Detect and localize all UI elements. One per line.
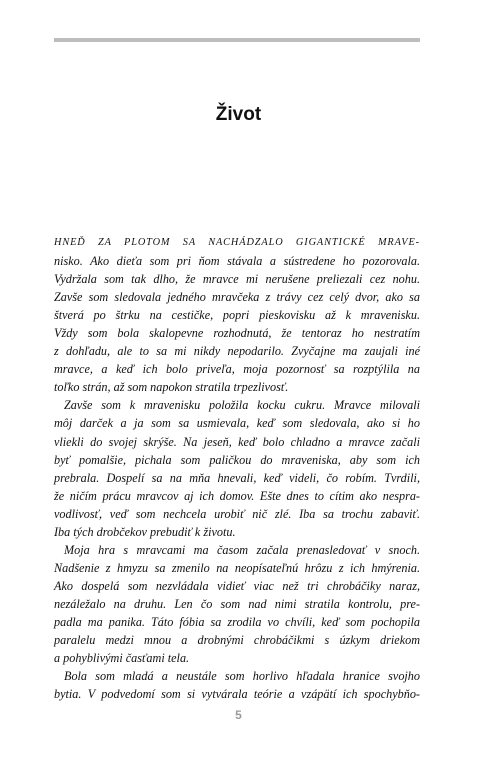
text-line: HNEĎ ZA PLOTOM SA NACHÁDZALO GIGANTICKÉ MRAVE- [54, 237, 420, 248]
text-line: nisko. Ako dieťa som pri ňom stávala a sústredene ho pozorovala. [54, 254, 420, 269]
text-line: Nadšenie z hmyzu sa zmenilo na neopísateľnú hrôzu z ich hmýrenia. [54, 560, 420, 575]
header-rule [54, 38, 420, 42]
text-line: nezáležalo na druhu. Len čo som nad nimi stratila kontrolu, pre- [54, 596, 420, 611]
text-line: toľko strán, až som napokon stratila trpezlivosť. [54, 380, 289, 395]
text-line: prebrala. Dospelí sa na mňa hnevali, keď videli, čo robím. Tvrdili, [54, 470, 420, 485]
text-line: paralelu medzi mnou a drobnými chrobáčikmi s úzkym driekom [54, 633, 420, 648]
text-line: vliekli do svojej skrýše. Na jeseň, keď bolo chladno a mravce začali [54, 434, 420, 449]
text-line: Moja hra s mravcami ma časom začala prenasledovať v snoch. [64, 542, 420, 557]
text-line: Iba tých drobčekov prebudiť k životu. [54, 524, 236, 539]
page-number: 5 [235, 708, 242, 722]
text-line: z dohľadu, ale to sa mi nikdy nepodarilo. Zvyčajne ma zaujali iné [54, 344, 420, 359]
text-line: Vydržala som tak dlho, že mravce mi nerušene preliezali cez nohu. [54, 272, 420, 287]
text-line: Vždy som bola skalopevne rozhodnutá, že tentoraz ho nestratím [54, 326, 420, 341]
text-line: že ničím prácu mravcov aj ich domov. Ešte dnes to cítim ako nespra- [54, 488, 420, 503]
text-line: byť pomalšie, pichala som paličkou do mraveniska, aby som ich [54, 452, 420, 467]
text-line: vodlivosť, veď som nechcela urobiť nič zlé. Iba sa trochu zabaviť. [54, 506, 420, 521]
chapter-title: Život [215, 104, 262, 125]
text-line: Zavše som sledovala jedného mravčeka z trávy cez celý dvor, ako sa [54, 290, 420, 305]
text-line: Bola som mladá a neustále som horlivo hľadala hranice svojho [64, 669, 420, 684]
text-line: mravce, a keď ich bolo priveľa, moja pozornosť sa rozptýlila na [54, 362, 420, 377]
text-line: môj darček a ja som sa usmievala, keď som sledovala, ako si ho [54, 416, 420, 431]
body-text [54, 234, 420, 703]
text-line: bytia. V podvedomí som si vytvárala teórie a vzápätí ich spochybňo- [54, 687, 420, 702]
text-line: padla ma panika. Táto fóbia sa zrodila vo chvíli, keď som pochopila [54, 614, 420, 629]
text-line: Ako dospelá som nezvládala vidieť viac než tri chrobáčiky naraz, [54, 578, 420, 593]
text-line: štverá po štrku na cestičke, popri pieskovisku až k mravenisku. [54, 308, 420, 323]
text-line: a pohyblivými časťami tela. [54, 651, 190, 666]
text-line: Zavše som k mravenisku položila kocku cukru. Mravce milovali [64, 398, 420, 413]
